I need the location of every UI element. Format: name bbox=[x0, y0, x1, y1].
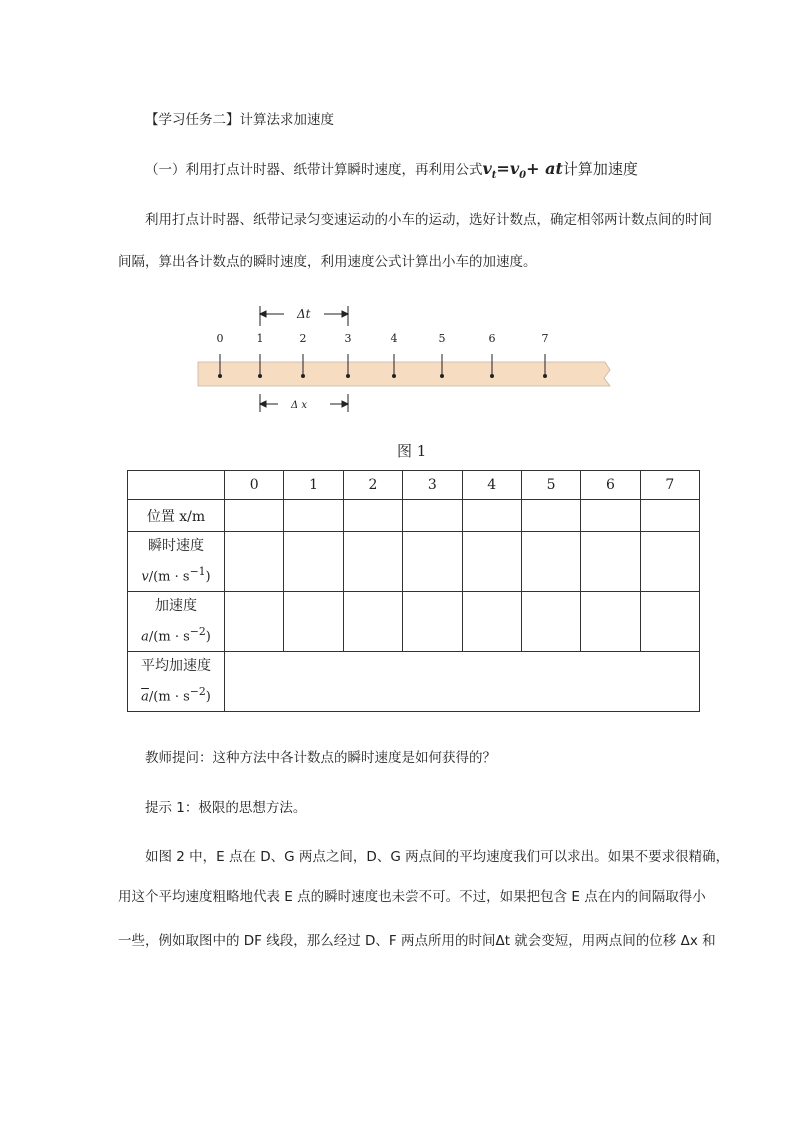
table-cell bbox=[284, 500, 343, 532]
paper-tape-svg bbox=[120, 294, 708, 464]
table-row-acceleration bbox=[128, 592, 700, 652]
table-cell bbox=[640, 500, 699, 532]
row-label-velocity-unit: $v/(m \cdot s^{-1})$ bbox=[141, 564, 211, 585]
table-row-average-acceleration bbox=[128, 652, 700, 712]
tape-point-label: 5 bbox=[438, 332, 446, 345]
section-one-suffix: 计算加速度 bbox=[562, 160, 638, 178]
paragraph-line-3: 一些，例如取图中的 DF 线段，那么经过 D、F 两点所用的时间Δt 就会变短，用两点间的位移 Δx 和 bbox=[118, 933, 716, 949]
row-label-position: 位置 x/m bbox=[128, 500, 225, 532]
tape-point-label: 0 bbox=[216, 332, 224, 345]
table-cell bbox=[462, 500, 521, 532]
paper-tape-figure bbox=[120, 294, 708, 464]
intro-line-2: 间隔，算出各计数点的瞬时速度，利用速度公式计算出小车的加速度。 bbox=[118, 254, 537, 270]
header-cell: 6 bbox=[581, 471, 640, 500]
section-one-heading bbox=[145, 158, 638, 181]
task-title: 【学习任务二】计算法求加速度 bbox=[145, 112, 334, 128]
table-cell bbox=[284, 532, 343, 592]
table-cell bbox=[521, 500, 580, 532]
header-cell: 0 bbox=[225, 471, 284, 500]
tape-dot bbox=[392, 374, 396, 378]
delta-x-label: Δ x bbox=[291, 400, 308, 411]
row-label-velocity bbox=[128, 532, 225, 592]
header-cell: 2 bbox=[343, 471, 402, 500]
intro-line-1: 利用打点计时器、纸带记录匀变速运动的小车的运动，选好计数点，确定相邻两计数点间的时间 bbox=[145, 212, 712, 228]
row-label-acceleration-unit: $a/(m \cdot s^{-2})$ bbox=[141, 624, 211, 645]
table-cell bbox=[640, 532, 699, 592]
tape-dot bbox=[258, 374, 262, 378]
table-cell bbox=[521, 532, 580, 592]
section-one-prefix: （一）利用打点计时器、纸带计算瞬时速度，再利用公式 bbox=[145, 162, 483, 178]
tape-point-label: 2 bbox=[299, 332, 307, 345]
row-label-average-acceleration bbox=[128, 652, 225, 712]
paragraph-line-2: 用这个平均速度粗略地代表 E 点的瞬时速度也未尝不可。不过，如果把包含 E 点在内的间隔取得小 bbox=[118, 889, 706, 905]
teacher-question: 教师提问：这种方法中各计数点的瞬时速度是如何获得的？ bbox=[145, 750, 496, 766]
tape-point-label: 7 bbox=[541, 332, 549, 345]
figure-caption: 图 1 bbox=[397, 442, 427, 460]
data-table bbox=[127, 470, 700, 712]
table-row-velocity bbox=[128, 532, 700, 592]
tape-point-label: 1 bbox=[256, 332, 264, 345]
table-cell bbox=[225, 592, 284, 652]
table-cell bbox=[581, 592, 640, 652]
paragraph-line-1: 如图 2 中，E 点在 D、G 两点之间，D、G 两点间的平均速度我们可以求出。如果不要求很精确， bbox=[145, 849, 730, 865]
table-cell bbox=[403, 500, 462, 532]
header-cell: 5 bbox=[521, 471, 580, 500]
tape-dot bbox=[301, 374, 305, 378]
delta-t-label: Δt bbox=[297, 307, 311, 321]
header-cell: 3 bbox=[403, 471, 462, 500]
tape-dot bbox=[543, 374, 547, 378]
tape-point-label: 3 bbox=[344, 332, 352, 345]
header-cell: 7 bbox=[640, 471, 699, 500]
row-label-average-name: 平均加速度 bbox=[141, 657, 211, 674]
table-cell bbox=[284, 592, 343, 652]
table-header-row bbox=[128, 471, 700, 500]
table-cell bbox=[343, 500, 402, 532]
table-row-position bbox=[128, 500, 700, 532]
table-cell bbox=[343, 592, 402, 652]
table-cell bbox=[403, 532, 462, 592]
tape-dot bbox=[440, 374, 444, 378]
row-label-velocity-name: 瞬时速度 bbox=[148, 537, 204, 554]
table-cell bbox=[640, 592, 699, 652]
table-cell bbox=[225, 532, 284, 592]
table-cell bbox=[343, 532, 402, 592]
table-cell bbox=[521, 592, 580, 652]
tape-dot bbox=[346, 374, 350, 378]
tape-dot bbox=[218, 374, 222, 378]
tape-point-label: 4 bbox=[390, 332, 398, 345]
average-acceleration-cell bbox=[225, 652, 700, 712]
row-label-acceleration-name: 加速度 bbox=[155, 597, 197, 614]
header-cell: 4 bbox=[462, 471, 521, 500]
row-label-average-unit: $\overline{a}/(m \cdot s^{-2})$ bbox=[141, 684, 211, 705]
tape-dot bbox=[490, 374, 494, 378]
table-cell bbox=[462, 592, 521, 652]
table-cell bbox=[462, 532, 521, 592]
formula-vt: $v_t=v_0+$ at bbox=[482, 159, 563, 182]
header-cell: 1 bbox=[284, 471, 343, 500]
table-cell bbox=[581, 532, 640, 592]
hint-1: 提示 1：极限的思想方法。 bbox=[145, 800, 307, 816]
header-blank-cell bbox=[128, 471, 225, 500]
table-cell bbox=[403, 592, 462, 652]
table-cell bbox=[225, 500, 284, 532]
tape-point-label: 6 bbox=[488, 332, 496, 345]
row-label-acceleration bbox=[128, 592, 225, 652]
table-cell bbox=[581, 500, 640, 532]
